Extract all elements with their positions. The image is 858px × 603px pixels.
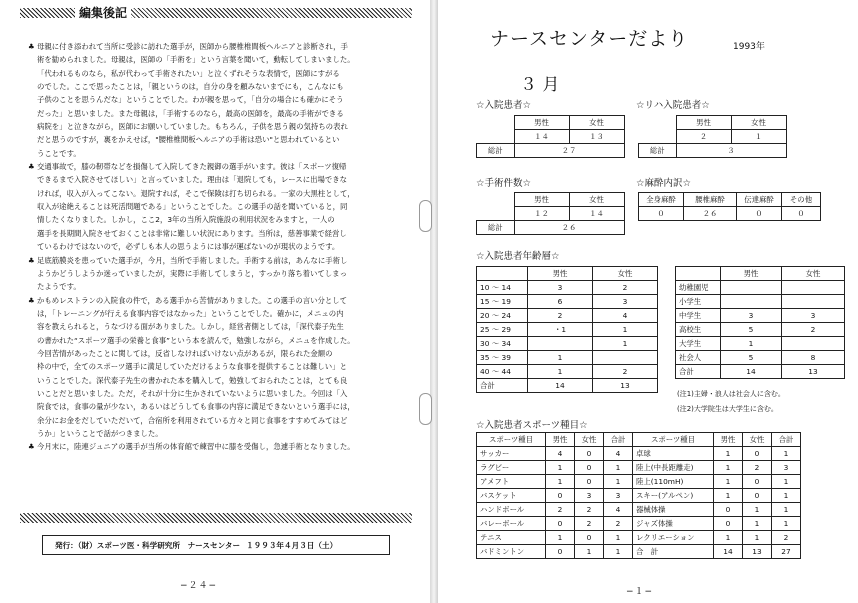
th-spinal: 腰椎麻酔 <box>684 193 737 207</box>
table-cell: 小学生 <box>676 295 721 309</box>
paragraph-line <box>28 227 408 240</box>
line-text: 子供のことを思うんだな」ということでした。わが親を思って，「自分の場合にも確かにそう <box>37 95 344 105</box>
th-male: 男性 <box>514 116 569 130</box>
paragraph-line <box>28 67 408 80</box>
left-page-number: −２４− <box>180 581 218 591</box>
line-text: できるまで入院させてほしい」と言っていました。理由は「退院しても，レースに出場できな <box>37 175 348 185</box>
inpatients-total: ２７ <box>514 144 624 158</box>
table-cell: サッカー <box>477 447 546 461</box>
table-cell: 13 <box>593 379 658 393</box>
line-text: たようです。 <box>37 282 81 292</box>
paragraph-line <box>28 414 408 427</box>
table-cell: 2 <box>782 323 845 337</box>
paragraph-line <box>28 93 408 106</box>
header-row <box>477 267 658 281</box>
paragraph-line <box>28 147 408 160</box>
paragraph-line <box>28 240 408 253</box>
line-text: 交通事故で，膝の靭帯などを損傷して入院してきた親御の選手がいます。彼は「スポーツ復帰 <box>37 162 347 172</box>
club-marker <box>28 400 37 413</box>
table-row <box>676 323 845 337</box>
table-cell: 陸上(中長距離走) <box>633 461 714 475</box>
line-text: の書かれた“スポーツ選手の栄養と食事”という本を読んで，勉強しながら，メニュを作成した。 <box>37 335 355 345</box>
age-table <box>476 266 658 393</box>
newsletter-title: ナースセンターだより <box>490 28 689 50</box>
table-cell: 3 <box>721 309 782 323</box>
table-row <box>676 351 845 365</box>
paragraph-line <box>28 267 408 280</box>
inpatients-table <box>476 115 625 158</box>
table-cell: 1 <box>714 447 743 461</box>
column-header: 男性 <box>528 267 593 281</box>
paragraph-line <box>28 334 408 347</box>
paragraph-line <box>28 133 408 146</box>
line-text: いうことでした。深代泰子先生の書かれた本を購入して，勉強しておられたことは，とても良 <box>37 375 348 385</box>
column-header: スポーツ種目 <box>477 433 546 447</box>
club-marker <box>28 280 37 293</box>
table-cell: 2 <box>604 517 633 531</box>
club-marker <box>28 320 37 333</box>
total-label: 総計 <box>477 221 515 235</box>
inpatients-female: １３ <box>569 130 624 144</box>
table-cell: 3 <box>575 489 604 503</box>
club-marker <box>28 387 37 400</box>
table-cell: 0 <box>575 447 604 461</box>
table-cell: 1 <box>714 475 743 489</box>
th-female: 女性 <box>569 193 624 207</box>
editor-postscript-title: 編集後記 <box>75 4 131 21</box>
table-cell: 14 <box>721 365 782 379</box>
line-text: 今月末に，陸連ジュニアの選手が当所の体育館で練習中に膝を受傷し，急遽手術となりました。 <box>37 442 355 452</box>
line-text: ようかどうしようか迷っていましたが，実際に手術してしまうと，すっかり落ち着いてしまっ <box>37 268 347 278</box>
club-marker <box>28 213 37 226</box>
table-cell: ラグビー <box>477 461 546 475</box>
paragraph-line <box>28 320 408 333</box>
table-cell: 27 <box>772 545 801 559</box>
rehab-total: ３ <box>676 144 786 158</box>
table-cell: 4 <box>593 309 658 323</box>
line-text: 選手を長期間入院させておくことは非常に難しい状況にあります。当所は，慈善事業で経営し <box>37 228 347 238</box>
table-cell: 高校生 <box>676 323 721 337</box>
age-title: ☆入院患者年齢層☆ <box>476 251 560 262</box>
paragraph-line <box>28 307 408 320</box>
line-text: 収入が途絶えることは死活問題である」ということでした。この選手の話を聞いていると，同 <box>37 202 348 212</box>
table-cell: 15 〜 19 <box>477 295 528 309</box>
line-text: うか」ということで話がつきました。 <box>37 428 163 438</box>
line-text: 今回苦情があったことに関しては，反省しなければいけない点があるが，限られた金額の <box>37 348 333 358</box>
rehab-title: ☆リハ入院患者☆ <box>636 100 710 111</box>
th-other: その他 <box>782 193 821 207</box>
anesthesia-title: ☆麻酔内訳☆ <box>636 178 692 189</box>
anesthesia-other: ０ <box>782 207 821 221</box>
table-cell: 2 <box>575 503 604 517</box>
club-marker <box>28 67 37 80</box>
table-cell: 3 <box>528 281 593 295</box>
club-marker: ♣ <box>28 295 35 305</box>
table-cell: 13 <box>782 365 845 379</box>
paragraph-line <box>28 400 408 413</box>
table-cell: 1 <box>593 323 658 337</box>
table-cell: スキー(アルペン) <box>633 489 714 503</box>
column-header: 女性 <box>782 267 845 281</box>
publisher-box <box>42 535 390 555</box>
table-cell: 3 <box>782 309 845 323</box>
surgeries-male: １２ <box>514 207 569 221</box>
line-text: 院食では，食事の量が少ない，あるいはどうしても食事の内容に満足できないという選手には， <box>37 402 355 412</box>
rehab-female: １ <box>731 130 786 144</box>
table-row <box>477 503 801 517</box>
table-cell: 0 <box>575 475 604 489</box>
line-text: だった」と思いました。また母親は，「手術するのなら，最高の医師を，最高の手術ができる <box>37 108 344 118</box>
table-row <box>676 337 845 351</box>
table-cell: 4 <box>604 447 633 461</box>
table-cell: 2 <box>772 531 801 545</box>
club-marker <box>28 374 37 387</box>
th-conduction: 伝達麻酔 <box>737 193 782 207</box>
table-row <box>477 295 658 309</box>
header-row <box>676 267 845 281</box>
table-row <box>676 281 845 295</box>
club-marker <box>28 173 37 186</box>
paragraph-line <box>28 120 408 133</box>
table-cell: 3 <box>772 461 801 475</box>
table-cell: 1 <box>575 545 604 559</box>
line-text: 情したくなりました。しかし，ここ2，3年の当所入院施設の利用状況をみますと，一人の <box>37 215 335 225</box>
table-cell: 14 <box>528 379 593 393</box>
note-1: (注1)主婦・浪人は社会人に含む。 <box>677 390 785 398</box>
table-cell <box>593 351 658 365</box>
th-female: 女性 <box>731 116 786 130</box>
club-marker <box>28 133 37 146</box>
club-marker <box>28 80 37 93</box>
line-text: だと思うのですが，裏をかえせば，"腰椎椎間板ヘルニアの手術は恐い"と思われているとい <box>37 135 340 145</box>
table-cell: 0 <box>575 461 604 475</box>
surgeries-title: ☆手術件数☆ <box>476 178 532 189</box>
th-general: 全身麻酔 <box>639 193 684 207</box>
column-header: 女性 <box>743 433 772 447</box>
club-marker <box>28 360 37 373</box>
table-cell: 1 <box>743 531 772 545</box>
column-header: 男性 <box>714 433 743 447</box>
table-cell: 1 <box>546 475 575 489</box>
table-cell: 合計 <box>477 379 528 393</box>
rehab-table <box>638 115 787 158</box>
table-cell: 1 <box>546 461 575 475</box>
table-row <box>477 489 801 503</box>
table-cell: 社会人 <box>676 351 721 365</box>
table-cell: 0 <box>743 489 772 503</box>
table-cell: 2 <box>575 517 604 531</box>
paragraph-line <box>28 347 408 360</box>
table-cell: 1 <box>772 503 801 517</box>
club-marker <box>28 227 37 240</box>
table-cell: 20 〜 24 <box>477 309 528 323</box>
table-row <box>477 379 658 393</box>
table-cell: 2 <box>593 365 658 379</box>
table-cell: 3 <box>604 489 633 503</box>
table-cell: 5 <box>721 323 782 337</box>
table-cell: 6 <box>528 295 593 309</box>
table-row <box>477 531 801 545</box>
paragraph-line <box>28 427 408 440</box>
club-marker: ♣ <box>28 255 35 265</box>
table-cell <box>528 337 593 351</box>
paragraph-line <box>28 187 408 200</box>
club-marker: ♣ <box>28 442 35 452</box>
paragraph-line <box>28 440 408 453</box>
table-cell: ジャズ体操 <box>633 517 714 531</box>
table-cell: 大学生 <box>676 337 721 351</box>
table-cell: 0 <box>546 517 575 531</box>
line-text: 母親に付き添われて当所に受診に訪れた選手が，医師から腰椎椎間板ヘルニアと診断され，手 <box>37 42 348 51</box>
table-cell <box>782 337 845 351</box>
paragraph-line <box>28 374 408 387</box>
punch-hole-bottom <box>419 393 432 425</box>
right-page-number: −１− <box>626 587 654 597</box>
paragraph-line <box>28 160 408 173</box>
table-cell <box>782 295 845 309</box>
table-cell: 1 <box>604 531 633 545</box>
line-text: 余分にお金をだしていただいて，合宿所を利用されている方々と同じ食事をすすめてみてはど <box>37 415 348 425</box>
club-marker <box>28 334 37 347</box>
total-label: 総計 <box>477 144 515 158</box>
table-cell: 0 <box>546 489 575 503</box>
th-male: 男性 <box>514 193 569 207</box>
table-cell: 0 <box>743 447 772 461</box>
table-cell: 陸上(110mH) <box>633 475 714 489</box>
publisher: 発行：（財）スポーツ医・科学研究所 ナースセンター <box>55 540 241 550</box>
surgeries-female: １４ <box>569 207 624 221</box>
right-page <box>438 0 858 603</box>
column-header: 合計 <box>772 433 801 447</box>
surgeries-total: ２６ <box>514 221 624 235</box>
table-cell: 1 <box>546 531 575 545</box>
club-marker <box>28 267 37 280</box>
table-cell: 1 <box>528 365 593 379</box>
inpatients-male: １４ <box>514 130 569 144</box>
club-marker <box>28 240 37 253</box>
paragraph-line <box>28 80 408 93</box>
club-marker <box>28 120 37 133</box>
table-cell: 10 〜 14 <box>477 281 528 295</box>
table-cell: 0 <box>714 517 743 531</box>
paragraph-line <box>28 53 408 66</box>
table-cell: 4 <box>546 447 575 461</box>
anesthesia-general: ０ <box>639 207 684 221</box>
club-marker <box>28 187 37 200</box>
paragraph-line <box>28 280 408 293</box>
punch-hole-top <box>419 200 432 232</box>
table-cell: 1 <box>772 475 801 489</box>
paragraph-line <box>28 254 408 267</box>
line-text: うことです。 <box>37 148 81 158</box>
table-row <box>676 295 845 309</box>
table-cell: 35 〜 39 <box>477 351 528 365</box>
table-cell: 25 〜 29 <box>477 323 528 337</box>
table-cell: 合計 <box>676 365 721 379</box>
table-cell: 1 <box>528 351 593 365</box>
table-cell: 1 <box>772 517 801 531</box>
table-row <box>477 517 801 531</box>
table-cell: 0 <box>575 531 604 545</box>
table-cell: 8 <box>782 351 845 365</box>
column-header: スポーツ種目 <box>633 433 714 447</box>
table-cell: 1 <box>743 503 772 517</box>
table-cell: 1 <box>714 489 743 503</box>
th-female: 女性 <box>569 116 624 130</box>
table-cell: 4 <box>604 503 633 517</box>
table-cell: 中学生 <box>676 309 721 323</box>
table-cell: 40 〜 44 <box>477 365 528 379</box>
paragraph-line <box>28 360 408 373</box>
club-marker <box>28 147 37 160</box>
table-cell <box>721 281 782 295</box>
table-cell: 13 <box>743 545 772 559</box>
column-header <box>477 267 528 281</box>
newsletter-year: 1993年 <box>733 42 765 52</box>
table-row <box>477 475 801 489</box>
table-row <box>676 365 845 379</box>
column-header: 女性 <box>593 267 658 281</box>
club-marker <box>28 347 37 360</box>
table-cell: バレーボール <box>477 517 546 531</box>
table-cell: 30 〜 34 <box>477 337 528 351</box>
line-text: 枠の中で，全てのスポーツ選手に満足していただけるような食事を提供することは難しい」と <box>37 362 347 372</box>
table-cell: 1 <box>714 461 743 475</box>
paragraph-line <box>28 40 408 53</box>
table-row <box>477 461 801 475</box>
anesthesia-spinal: ２６ <box>684 207 737 221</box>
binding-spine <box>430 0 438 603</box>
table-cell: 幼稚園児 <box>676 281 721 295</box>
table-cell: 器械体操 <box>633 503 714 517</box>
table-row <box>477 281 658 295</box>
table-cell: アメフト <box>477 475 546 489</box>
occupation-table <box>675 266 845 379</box>
table-row <box>477 351 658 365</box>
table-cell: 14 <box>714 545 743 559</box>
paragraph-line <box>28 387 408 400</box>
column-header: 女性 <box>575 433 604 447</box>
header-row <box>477 433 801 447</box>
club-marker <box>28 53 37 66</box>
club-marker: ♣ <box>28 162 35 172</box>
table-cell: 卓球 <box>633 447 714 461</box>
paragraph-line <box>28 200 408 213</box>
table-cell <box>721 295 782 309</box>
table-cell: 2 <box>593 281 658 295</box>
table-cell: ・1 <box>528 323 593 337</box>
table-cell: 0 <box>743 475 772 489</box>
newsletter-month: ３ 月 <box>520 75 560 95</box>
table-cell: 1 <box>743 517 772 531</box>
club-marker <box>28 93 37 106</box>
table-cell <box>782 281 845 295</box>
table-row <box>477 323 658 337</box>
table-cell: テニス <box>477 531 546 545</box>
table-cell: 2 <box>743 461 772 475</box>
table-row <box>477 365 658 379</box>
column-header: 男性 <box>546 433 575 447</box>
column-header <box>676 267 721 281</box>
table-cell: レクリエーション <box>633 531 714 545</box>
table-cell: 1 <box>604 475 633 489</box>
rehab-male: ２ <box>676 130 731 144</box>
line-text: ければ，収入が入ってこない。退院すれば，そこで保険は打ち切られる。一家の大黒柱として， <box>37 188 355 198</box>
sports-title: ☆入院患者スポーツ種目☆ <box>476 420 588 431</box>
column-header: 男性 <box>721 267 782 281</box>
line-text: 容を教えられると，うなづける面がありました。しかし，経営者側としては，「深代泰子先生 <box>37 322 344 332</box>
table-cell: バスケット <box>477 489 546 503</box>
table-row <box>477 545 801 559</box>
line-text: 病院を」と泣きながら，医師にお願いしていました。もちろん，子供を思う親の気持ちの表れ <box>37 122 348 132</box>
sports-table <box>476 432 801 559</box>
th-male: 男性 <box>676 116 731 130</box>
table-cell: 1 <box>772 489 801 503</box>
line-text: 足底筋膜炎を患っていた選手が，今月，当所で手術しました。手術する前は，あんなに手術し <box>37 255 348 265</box>
total-label: 総計 <box>639 144 677 158</box>
table-cell: ハンドボール <box>477 503 546 517</box>
table-cell: 1 <box>604 461 633 475</box>
line-text: ているわけではないので，必ずしも本人の思うようには事が運ばないのが現状のようです。 <box>37 242 340 252</box>
table-cell: 2 <box>528 309 593 323</box>
table-cell: 合 計 <box>633 545 714 559</box>
line-text: 「代われるものなら，私が代わって手術されたい」と泣くずれそうな表情で，医師にすがる <box>37 68 340 78</box>
anesthesia-conduction: ０ <box>737 207 782 221</box>
table-row <box>477 447 801 461</box>
line-text: かもめレストランの入院食の件で，ある選手から苦情がありました。この選手の言い分として <box>37 295 348 305</box>
table-cell: バドミントン <box>477 545 546 559</box>
footer-hatch <box>20 513 412 523</box>
anesthesia-table <box>638 192 821 221</box>
club-marker <box>28 307 37 320</box>
paragraph-line <box>28 173 408 186</box>
column-header: 合計 <box>604 433 633 447</box>
table-cell: 0 <box>714 503 743 517</box>
line-text: は，「トレーニングが行える食事内容ではなかった」ということでした。確かに，メニュの内 <box>37 308 344 318</box>
table-row <box>676 309 845 323</box>
paragraph-line <box>28 213 408 226</box>
club-marker <box>28 427 37 440</box>
table-cell: 5 <box>721 351 782 365</box>
club-marker <box>28 200 37 213</box>
table-row <box>477 309 658 323</box>
table-cell: 2 <box>546 503 575 517</box>
table-row <box>477 337 658 351</box>
club-marker <box>28 414 37 427</box>
issue-date: １９９３年４月３日（土） <box>246 540 338 550</box>
table-cell: 0 <box>546 545 575 559</box>
table-cell: 1 <box>604 545 633 559</box>
surgeries-table <box>476 192 625 235</box>
table-cell: 1 <box>714 531 743 545</box>
paragraph-line <box>28 107 408 120</box>
club-marker <box>28 107 37 120</box>
line-text: 術を勧められました。母親は，医師の「手術を」という言葉を聞いて，動転してしまいました。 <box>37 55 355 65</box>
paragraph-line <box>28 294 408 307</box>
line-text: のでした。ここで思ったことは，「親というのは，自分の身を顧みないまでにも，こんなにも <box>37 82 344 92</box>
line-text: いことだと思いました。ただ，それが十分に生かされていないように思いました。今回は「入 <box>37 388 348 398</box>
table-cell: 1 <box>721 337 782 351</box>
inpatients-title: ☆入院患者☆ <box>476 100 532 111</box>
table-cell: 1 <box>772 447 801 461</box>
table-cell: 1 <box>593 337 658 351</box>
club-marker: ♣ <box>28 42 35 51</box>
note-2: (注2)大学院生は大学生に含む。 <box>677 405 778 413</box>
postscript-body <box>28 40 408 454</box>
table-cell: 3 <box>593 295 658 309</box>
